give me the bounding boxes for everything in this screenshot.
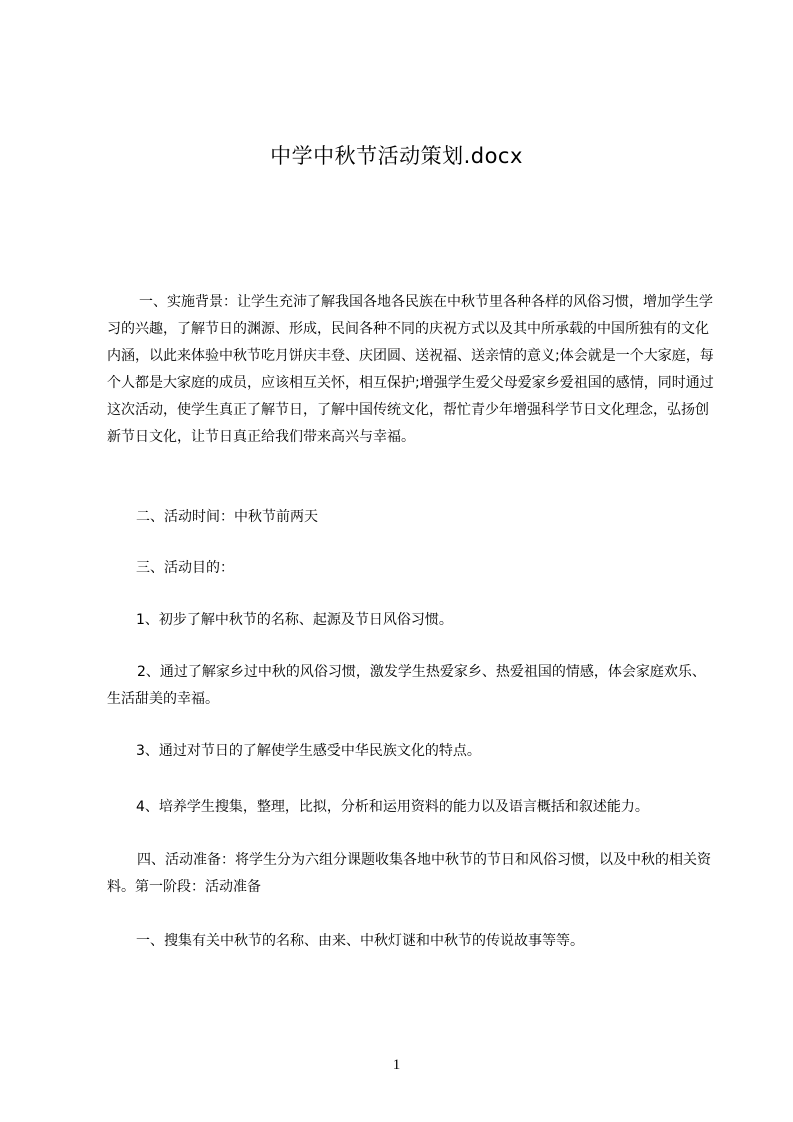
- paragraph-purpose-1: [136, 607, 746, 634]
- paragraph-activity-time: [136, 504, 746, 531]
- paragraph-activity-preparation: [107, 847, 717, 901]
- paragraph-purpose-2: [107, 659, 717, 713]
- paragraph-activity-purpose-heading: [136, 555, 746, 582]
- paragraph-text: 一、实施背景：让学生充沛了解我国各地各民族在中秋节里各种各样的风俗习惯，增加学生学习的兴趣，了解节日的渊源、形成，民间各种不同的庆祝方式以及其中所承载的中国所独有的文化内涵，以此来体验中秋节吃月饼庆丰登、庆团圆、送祝福、送亲情的意义;体会就是一个大家庭，每个人都是大家庭的成员，应该相互关怀，相互保护;增强学生爱父母爱家乡爱祖国的感情，同时通过这次活动，使学生真正了解节日，了解中国传统文化，帮忙青少年增强科学节日文化理念，弘扬创新节日文化，让节日真正给我们带来高兴与幸福。: [107, 294, 714, 445]
- paragraph-text: 2、通过了解家乡过中秋的风俗习惯，激发学生热爱家乡、热爱祖国的情感，体会家庭欢乐、生活甜美的幸福。: [107, 664, 706, 707]
- paragraph-text: 一、搜集有关中秋节的名称、由来、中秋灯谜和中秋节的传说故事等等。: [136, 933, 584, 949]
- paragraph-text: 二、活动时间：中秋节前两天: [136, 509, 318, 525]
- paragraph-purpose-3: [136, 738, 746, 765]
- paragraph-text: 4、培养学生搜集，整理，比拟，分析和运用资料的能力以及语言概括和叙述能力。: [136, 799, 649, 815]
- paragraph-text: 3、通过对节日的了解使学生感受中华民族文化的特点。: [136, 743, 481, 759]
- paragraph-collect-materials: [136, 928, 746, 955]
- paragraph-text: 1、初步了解中秋节的名称、起源及节日风俗习惯。: [136, 612, 453, 628]
- paragraph-text: 四、活动准备：将学生分为六组分课题收集各地中秋节的节日和风俗习惯，以及中秋的相关资料。第一阶段：活动准备: [107, 852, 711, 895]
- paragraph-background: [107, 289, 717, 451]
- paragraph-purpose-4: [136, 794, 736, 821]
- paragraph-text: 三、活动目的：: [136, 560, 234, 576]
- document-title: 中学中秋节活动策划.docx: [270, 144, 523, 168]
- page-number: 1: [392, 1057, 401, 1073]
